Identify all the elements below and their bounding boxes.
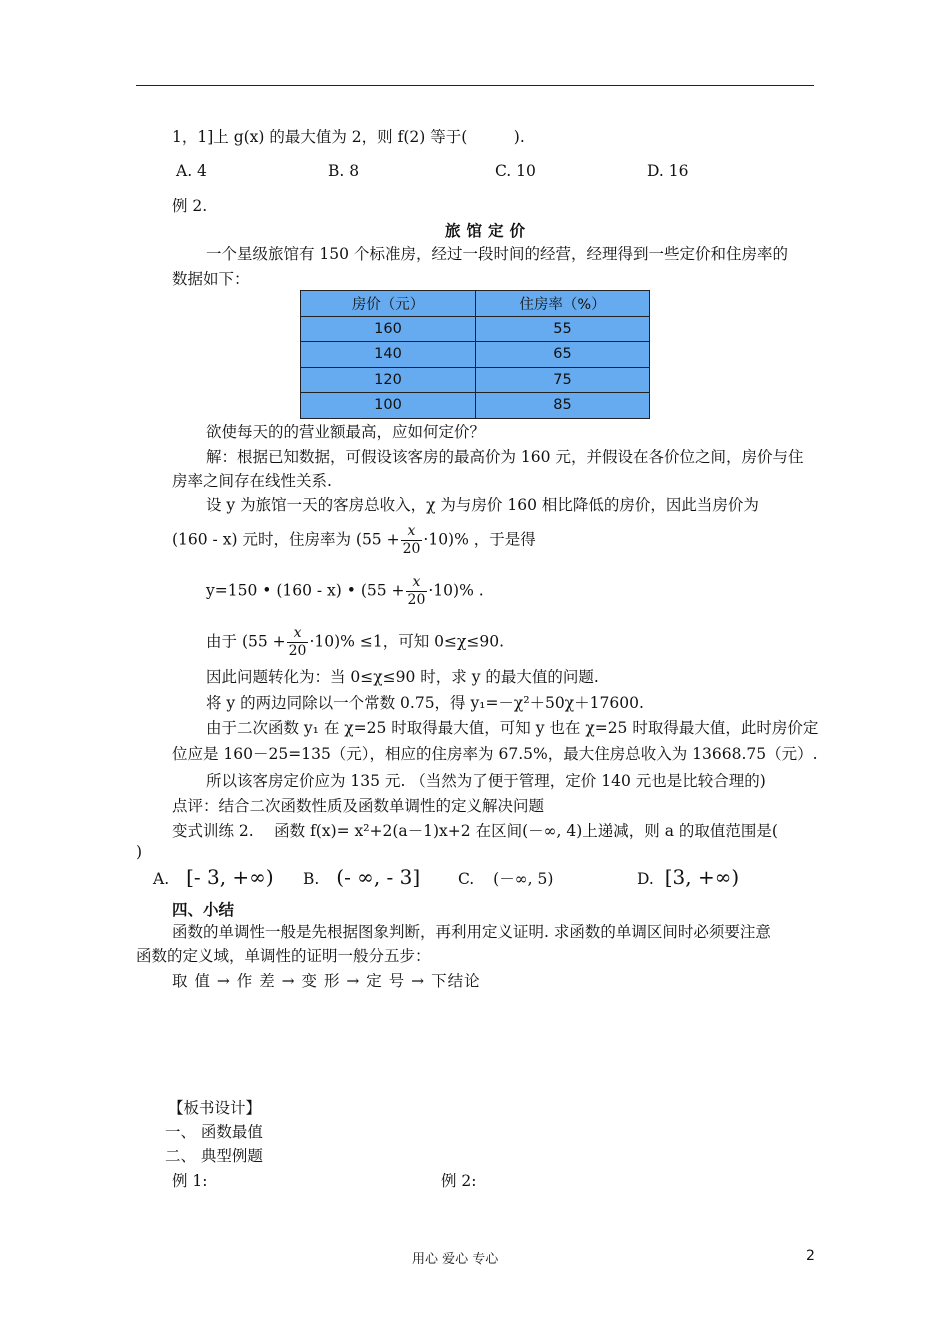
header-rule [136, 85, 814, 86]
eq1-prefix: (160 - x) 元时，住房率为 [172, 530, 351, 549]
table-cell-rate: 55 [476, 316, 650, 342]
example2-question: 欲使每天的的营业额最高，应如何定价？ [206, 423, 486, 441]
summary-line-1: 函数的单调性一般是先根据图象判断，再利用定义证明. 求函数的单调区间时必须要注意 [172, 923, 771, 941]
variant2-option-a [153, 866, 274, 890]
proof-steps: 取 值 → 作 差 → 变 形 → 定 号 → 下结论 [172, 972, 481, 990]
eq3-close: ·10)% [309, 632, 355, 651]
q1-option-d: D. 16 [647, 162, 689, 180]
q1-option-c: C. 10 [495, 162, 536, 180]
fraction-numerator: x [407, 523, 416, 539]
table-cell-price: 140 [301, 342, 476, 368]
solution-line-3: 设 y 为旅馆一天的客房总收入，χ 为与房价 160 相比降低的房价，因此当房价为 [206, 496, 759, 514]
eq2-open: (55 + [360, 581, 405, 600]
fraction-denominator: 20 [407, 592, 426, 608]
eq3-prefix: 由于 [206, 632, 238, 651]
divide-line: 将 y 的两边同除以一个常数 0.75，得 y₁=－χ²＋50χ＋17600. [206, 694, 644, 712]
eq3-open: (55 + [241, 632, 286, 651]
option-expression: [- 3, +∞) [186, 865, 274, 889]
quadratic-line-1: 由于二次函数 y₁ 在 χ=25 时取得最大值，可知 y 也在 χ=25 时取得最大值，此时房价定 [206, 719, 819, 737]
option-expression: [3, +∞) [664, 865, 740, 889]
variant2-line-1: 变式训练 2. 函数 f(x)= x²+2(a－1)x+2 在区间(－∞, 4)上递减，则 a 的取值范围是( [172, 822, 778, 840]
eq1-close: ·10)% [423, 530, 469, 549]
eq2-prefix: y=150 • (160 - x) • [206, 581, 356, 600]
option-letter: C. [458, 870, 475, 888]
variant2-option-b [303, 866, 420, 890]
equation-revenue [206, 574, 484, 609]
example2-label: 例 2. [172, 197, 208, 215]
table-cell-rate: 65 [476, 342, 650, 368]
solution-line-1: 解：根据已知数据，可假设该客房的最高价为 160 元，并假设在各价位之间，房价与住 [206, 448, 804, 466]
equation-constraint [206, 625, 504, 660]
eq1-suffix: ，于是得 [473, 530, 536, 549]
variant2-line-2: ) [136, 843, 143, 861]
option-expression: (- ∞, - 3] [336, 865, 421, 889]
board-item-2: 二、 典型例题 [165, 1147, 263, 1165]
eq1-open: (55 + [355, 530, 400, 549]
table-row [301, 367, 650, 393]
option-letter: D. [637, 870, 654, 888]
q1-stem: 1，1]上 g(x) 的最大值为 2，则 f(2) 等于( ). [172, 128, 525, 146]
intro-line-1: 一个星级旅馆有 150 个标准房，经过一段时间的经营，经理得到一些定价和住房率的 [206, 245, 788, 263]
variant2-option-c [458, 868, 553, 890]
table-header-rate: 住房率（%） [476, 291, 650, 317]
fraction-numerator: x [293, 625, 302, 641]
fraction-numerator: x [412, 574, 421, 590]
eq3-suffix: ≤1，可知 0≤χ≤90. [359, 632, 504, 651]
table-cell-rate: 85 [476, 393, 650, 419]
board-example-2: 例 2: [441, 1172, 477, 1190]
footer-slogan: 用心 爱心 专心 [412, 1252, 499, 1267]
equation-occupancy [172, 523, 536, 558]
q1-option-a: A. 4 [176, 162, 207, 180]
board-item-1: 一、 函数最值 [165, 1123, 263, 1141]
intro-line-2: 数据如下： [172, 270, 250, 288]
transform-line: 因此问题转化为：当 0≤χ≤90 时，求 y 的最大值的问题. [206, 668, 599, 686]
summary-line-2: 函数的定义域，单调性的证明一般分五步： [136, 947, 431, 965]
fraction-x-over-20 [287, 625, 309, 660]
table-row [301, 316, 650, 342]
option-letter: A. [153, 870, 170, 888]
table-cell-price: 160 [301, 316, 476, 342]
q1-option-b: B. 8 [328, 162, 360, 180]
fraction-denominator: 20 [402, 541, 421, 557]
fraction-x-over-20 [401, 523, 423, 558]
table-header-price: 房价（元） [301, 291, 476, 317]
table-cell-price: 100 [301, 393, 476, 419]
board-example-1: 例 1: [172, 1172, 208, 1190]
table-cell-price: 120 [301, 367, 476, 393]
table-row [301, 393, 650, 419]
summary-heading: 四、小结 [172, 901, 235, 919]
option-letter: B. [303, 870, 320, 888]
conclusion-line: 所以该客房定价应为 135 元. （当然为了便于管理，定价 140 元也是比较合理的) [206, 772, 766, 790]
variant2-option-d [637, 866, 739, 890]
fraction-denominator: 20 [288, 643, 307, 659]
table-header-row [301, 291, 650, 317]
example2-title: 旅馆定价 [445, 222, 532, 240]
price-occupancy-table [300, 290, 650, 419]
quadratic-line-2: 位应是 160－25=135（元），相应的住房率为 67.5%，最大住房总收入为 13668.75（元）. [172, 745, 818, 763]
board-heading: 【板书设计】 [168, 1099, 262, 1117]
solution-line-2: 房率之间存在线性关系. [172, 472, 332, 490]
fraction-x-over-20 [406, 574, 428, 609]
option-expression: (－∞, 5) [493, 870, 554, 888]
table-row [301, 342, 650, 368]
comment-line: 点评：结合二次函数性质及函数单调性的定义解决问题 [172, 797, 545, 815]
table-cell-rate: 75 [476, 367, 650, 393]
eq2-close: ·10)% . [428, 581, 484, 600]
page-number: 2 [806, 1248, 815, 1264]
